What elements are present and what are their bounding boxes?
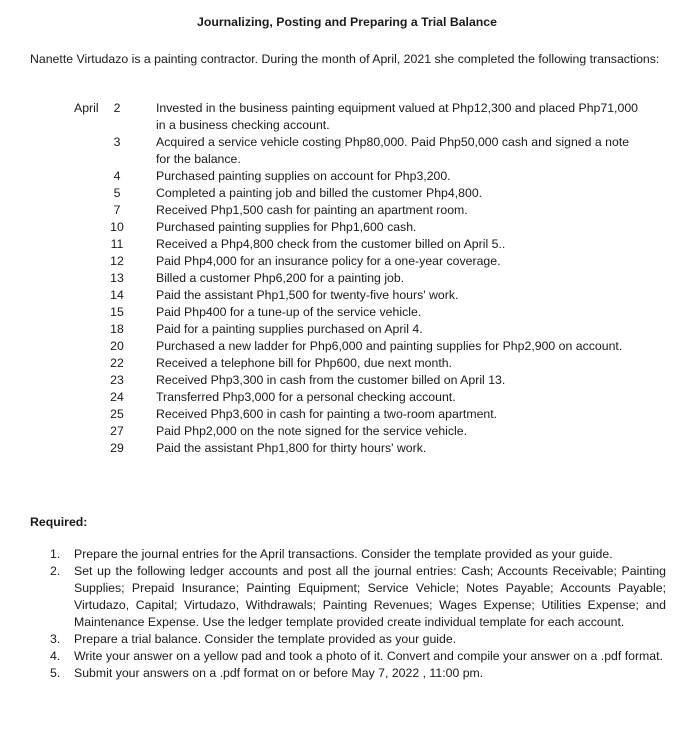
transaction-row <box>0 304 694 321</box>
transaction-description: Paid the assistant Php1,500 for twenty-five hours' work. <box>156 288 459 302</box>
intro-paragraph: Nanette Virtudazo is a painting contractor. During the month of April, 2021 she completed the following transactions: <box>30 52 660 66</box>
transaction-description: Paid Php400 for a tune-up of the service vehicle. <box>156 305 422 319</box>
transaction-month <box>0 202 102 219</box>
transaction-list <box>0 100 694 457</box>
transaction-description: Billed a customer Php6,200 for a painting job. <box>156 271 405 285</box>
transaction-month <box>0 236 102 253</box>
transaction-row <box>0 236 694 253</box>
required-item-text: Write your answer on a yellow pad and took a photo of it. Convert and compile your answer on a .pdf format. <box>74 649 663 663</box>
transaction-description: Paid the assistant Php1,800 for thirty hours' work. <box>156 441 427 455</box>
transaction-day: 23 <box>110 373 124 387</box>
transaction-row <box>0 100 694 134</box>
transaction-day: 18 <box>110 322 124 336</box>
transaction-day: 27 <box>110 424 124 438</box>
transaction-row <box>0 423 694 440</box>
transaction-row <box>0 440 694 457</box>
transaction-description: Invested in the business painting equipment valued at Php12,300 and placed Php71,000 in a business checking account. <box>156 101 638 132</box>
transaction-day: 15 <box>110 305 124 319</box>
transaction-day: 20 <box>110 339 124 353</box>
required-item-number: 1. <box>50 547 61 561</box>
transaction-description: Transferred Php3,000 for a personal checking account. <box>156 390 456 404</box>
required-item-number: 4. <box>50 649 61 663</box>
transaction-description: Received Php3,600 in cash for painting a two-room apartment. <box>156 407 498 421</box>
required-item-text: Prepare the journal entries for the April transactions. Consider the template provided as your guide. <box>74 547 613 561</box>
transaction-month <box>0 406 102 423</box>
required-item-text: Prepare a trial balance. Consider the template provided as your guide. <box>74 632 457 646</box>
transaction-month <box>0 253 102 270</box>
transaction-day: 14 <box>110 288 124 302</box>
transaction-month <box>0 321 102 338</box>
transaction-month <box>0 270 102 287</box>
transaction-description: Paid Php2,000 on the note signed for the service vehicle. <box>156 424 468 438</box>
transaction-row <box>0 406 694 423</box>
transaction-description: Received a telephone bill for Php600, due next month. <box>156 356 453 370</box>
transaction-month <box>0 168 102 185</box>
transaction-month <box>0 219 102 236</box>
transaction-description: Completed a painting job and billed the customer Php4,800. <box>156 186 483 200</box>
transaction-row <box>0 389 694 406</box>
transaction-description: Received a Php4,800 check from the customer billed on April 5.. <box>156 237 506 251</box>
transaction-day: 5 <box>113 186 121 200</box>
transaction-row <box>0 270 694 287</box>
transaction-description: Received Php1,500 cash for painting an apartment room. <box>156 203 468 217</box>
transaction-day: 10 <box>110 220 124 234</box>
required-item-text: Set up the following ledger accounts and post all the journal entries: Cash; Accounts Receivable; Painting Supplies; Prepaid Insurance; Painting Equipment; Service Vehicle; Notes Payable; Accounts Payable; Virtudazo, Capital; Virtudazo, Withdrawals; Painting Revenues; Wages Expense; Utilities Expense; and Maintenance Expense. Use the ledger template provided create individual template for each account. <box>74 564 666 629</box>
transaction-description: Acquired a service vehicle costing Php80,000. Paid Php50,000 cash and signed a note for the balance. <box>156 135 630 166</box>
transaction-row <box>0 219 694 236</box>
transaction-row <box>0 321 694 338</box>
transaction-description: Purchased a new ladder for Php6,000 and painting supplies for Php2,900 on account. <box>156 339 623 353</box>
transaction-month <box>0 304 102 321</box>
transaction-month: April <box>74 101 99 115</box>
transaction-month <box>0 389 102 406</box>
required-item <box>50 546 666 563</box>
transaction-description: Paid Php4,000 for an insurance policy for a one-year coverage. <box>156 254 501 268</box>
transaction-day: 24 <box>110 390 124 404</box>
transaction-day: 2 <box>113 101 121 115</box>
transaction-row <box>0 287 694 304</box>
required-item-number: 5. <box>50 666 61 680</box>
transaction-row <box>0 168 694 185</box>
document-title: Journalizing, Posting and Preparing a Trial Balance <box>197 15 497 29</box>
transaction-month <box>0 440 102 457</box>
required-item-number: 3. <box>50 632 61 646</box>
transaction-month <box>0 185 102 202</box>
transaction-row <box>0 134 694 168</box>
transaction-day: 25 <box>110 407 124 421</box>
transaction-month <box>0 338 102 355</box>
required-item <box>50 631 666 648</box>
transaction-row <box>0 355 694 372</box>
transaction-day: 29 <box>110 441 124 455</box>
transaction-description: Paid for a painting supplies purchased on April 4. <box>156 322 423 336</box>
transaction-day: 11 <box>110 237 124 251</box>
required-list <box>50 546 666 682</box>
transaction-row <box>0 372 694 389</box>
transaction-day: 22 <box>110 356 124 370</box>
transaction-row <box>0 338 694 355</box>
transaction-month <box>0 287 102 304</box>
transaction-description: Received Php3,300 in cash from the customer billed on April 13. <box>156 373 506 387</box>
required-item-number: 2. <box>50 564 61 578</box>
required-item-text: Submit your answers on a .pdf format on or before May 7, 2022 , 11:00 pm. <box>74 666 484 680</box>
transaction-row <box>0 253 694 270</box>
transaction-month <box>0 372 102 389</box>
required-item <box>50 665 666 682</box>
transaction-description: Purchased painting supplies for Php1,600 cash. <box>156 220 417 234</box>
required-heading: Required: <box>30 515 88 529</box>
transaction-day: 4 <box>113 169 121 183</box>
transaction-month <box>0 355 102 372</box>
transaction-day: 12 <box>110 254 124 268</box>
transaction-row <box>0 185 694 202</box>
transaction-day: 13 <box>110 271 124 285</box>
transaction-day: 3 <box>113 135 121 149</box>
transaction-description: Purchased painting supplies on account for Php3,200. <box>156 169 451 183</box>
required-item <box>50 563 666 631</box>
transaction-day: 7 <box>113 203 121 217</box>
transaction-month <box>0 134 102 168</box>
required-item <box>50 648 666 665</box>
transaction-row <box>0 202 694 219</box>
transaction-month <box>0 423 102 440</box>
